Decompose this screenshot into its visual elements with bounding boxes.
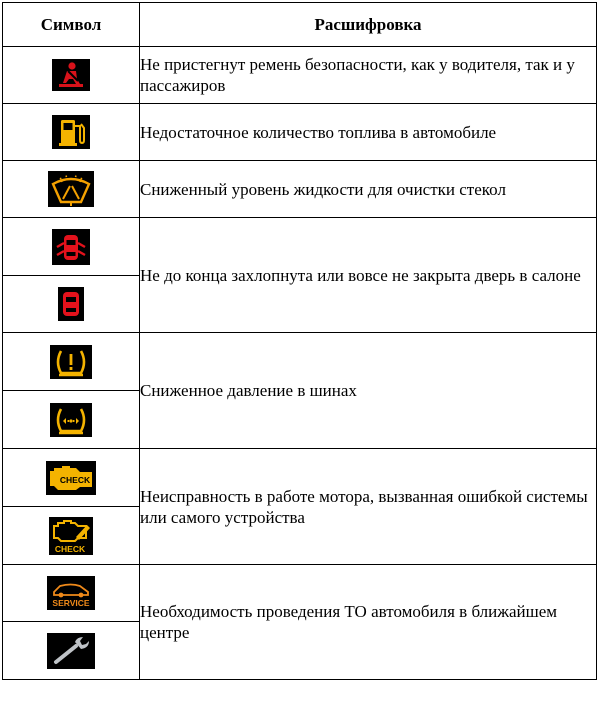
description-cell: Сниженное давление в шинах: [140, 333, 597, 449]
header-symbol: Символ: [3, 3, 140, 47]
table-row: [3, 218, 597, 276]
table-row: [3, 565, 597, 622]
service-label: SERVICE: [52, 598, 90, 608]
symbol-cell: [3, 333, 140, 391]
symbol-cell: [3, 622, 140, 680]
check-engine-icon: [46, 461, 96, 495]
fuel-pump-icon: [52, 115, 90, 149]
check-engine-outline-icon: [49, 517, 93, 555]
symbol-cell: [3, 507, 140, 565]
washer-fluid-icon: [48, 171, 94, 207]
header-meaning: Расшифровка: [140, 3, 597, 47]
table-row: [3, 47, 597, 104]
description-cell: Сниженный уровень жидкости для очистки стекол: [140, 161, 597, 218]
symbol-cell: [3, 276, 140, 333]
wrench-icon: [47, 633, 95, 669]
symbol-cell: [3, 161, 140, 218]
table-row: [3, 449, 597, 507]
tire-pressure-set-icon: [50, 403, 92, 437]
indicator-table: [2, 2, 597, 680]
table-header-row: [3, 3, 597, 47]
description-cell: Недостаточное количество топлива в автомобиле: [140, 104, 597, 161]
description-cell: Не пристегнут ремень безопасности, как у водителя, так и у пассажиров: [140, 47, 597, 104]
description-cell: Неисправность в работе мотора, вызванная ошибкой системы или самого устройства: [140, 449, 597, 565]
symbol-cell: [3, 104, 140, 161]
symbol-cell: [3, 449, 140, 507]
check-label: CHECK: [59, 474, 91, 485]
service-car-icon: [47, 576, 95, 610]
tire-pressure-icon: [50, 345, 92, 379]
door-open-topview-icon: [58, 287, 84, 321]
door-open-car-icon: [52, 229, 90, 265]
symbol-cell: [3, 565, 140, 622]
symbol-cell: [3, 218, 140, 276]
description-cell: Необходимость проведения ТО автомобиля в ближайшем центре: [140, 565, 597, 680]
table-row: [3, 161, 597, 218]
check-label: CHECK: [54, 543, 86, 554]
description-cell: Не до конца захлопнута или вовсе не закрыта дверь в салоне: [140, 218, 597, 333]
table-row: [3, 333, 597, 391]
symbol-cell: [3, 47, 140, 104]
seatbelt-icon: [52, 59, 90, 91]
table-row: [3, 104, 597, 161]
symbol-cell: [3, 391, 140, 449]
